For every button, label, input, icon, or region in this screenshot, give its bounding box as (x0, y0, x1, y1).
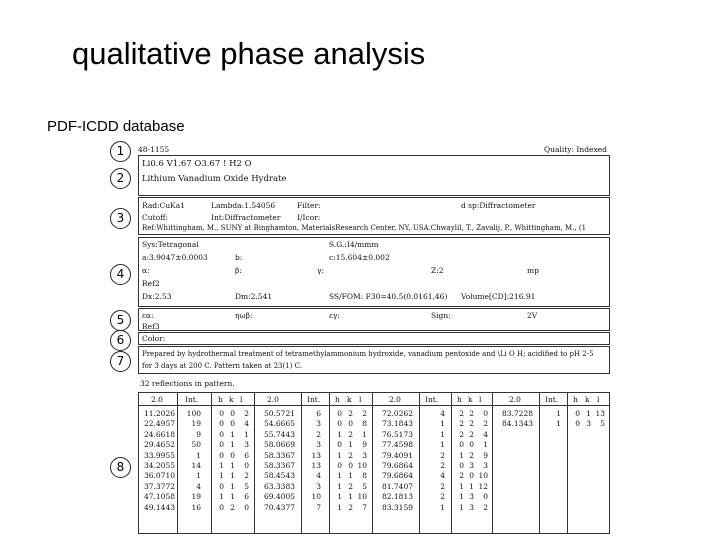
card-z: Z:2 (431, 266, 444, 275)
cell-k: 0 (230, 409, 235, 418)
card-ref: Ref:Whittingham, M., SUNY at Binghamton, MaterialsResearch Center, NY, USA.Chwaylil, T., Zavalij, P., Whittingham, M., (1 (142, 224, 587, 232)
cell-l: 2 (483, 502, 488, 512)
cell-h: 1 (337, 492, 342, 502)
col-header-h: h (457, 395, 462, 404)
card-int: Int:Diffractometer (211, 213, 281, 222)
cell-l: 3 (244, 440, 249, 450)
cell-2theta: 83.7228 (501, 409, 533, 418)
card-2v: 2V (527, 311, 538, 320)
card-ey: εγ: (329, 311, 340, 320)
cell-l: 2 (362, 409, 367, 418)
cell-2theta: 29.4652 (143, 440, 175, 450)
slide-title: qualitative phase analysis (72, 36, 426, 71)
cell-l: 3 (483, 461, 488, 471)
col-h (216, 409, 224, 513)
col-header-int: Int. (185, 395, 199, 404)
cell-l: 2 (483, 419, 488, 429)
col-header-l: l (597, 395, 600, 404)
cell-k: 0 (469, 440, 474, 450)
card-volume: Volume[CD]:216.91 (461, 292, 536, 301)
cell-int: 3 (316, 440, 321, 450)
col-header-l: l (359, 395, 362, 404)
cell-h: 0 (219, 419, 224, 429)
formula-box (138, 155, 610, 196)
cell-h: 0 (337, 440, 342, 450)
col-int (423, 409, 445, 513)
cell-int: 1 (440, 440, 445, 450)
cell-k: 0 (348, 419, 353, 429)
col-header-2theta: 2.0 (509, 395, 521, 404)
cell-h: 1 (337, 502, 342, 512)
col-divider (419, 393, 420, 533)
slide-subtitle: PDF-ICDD database (47, 118, 185, 135)
cell-l: 13 (595, 409, 605, 418)
cell-int: 6 (316, 409, 321, 418)
reflections-count: 32 reflections in pattern. (140, 379, 235, 388)
col-header-2theta: 2.0 (151, 395, 163, 404)
cell-int: 14 (191, 461, 201, 471)
cell-int: 4 (440, 409, 445, 418)
cell-k: 3 (586, 419, 591, 429)
col-divider (211, 393, 212, 533)
card-ref3: Ref3 (142, 322, 160, 331)
col-header-k: k (585, 395, 590, 404)
cell-k: 1 (230, 429, 235, 439)
cell-k: 0 (230, 419, 235, 429)
col-k (583, 409, 591, 430)
col-h (456, 409, 464, 513)
card-ss: SS/FOM: F30=40.5(0.0161,46) (329, 292, 448, 301)
cell-k: 1 (230, 440, 235, 450)
col-header-k: k (468, 395, 473, 404)
cell-int: 7 (316, 502, 321, 512)
cell-int: 1 (196, 450, 201, 460)
cell-h: 0 (575, 409, 580, 418)
cell-k: 2 (348, 502, 353, 512)
card-mp: mp (527, 266, 539, 275)
card-quality: Quality: Indexed (544, 145, 607, 154)
col-l (355, 409, 367, 513)
cell-h: 2 (459, 409, 464, 418)
cell-2theta: 81.7407 (381, 481, 413, 491)
card-beta: β: (235, 266, 242, 275)
col-header-l: l (240, 395, 243, 404)
cell-int: 10 (311, 492, 321, 502)
cell-int: 2 (316, 429, 321, 439)
card-formula: Li0.6 V1.67 O3.67 ! H2 O (142, 159, 252, 169)
optical-box (138, 308, 610, 331)
cell-k: 3 (469, 492, 474, 502)
cell-l: 3 (362, 450, 367, 460)
cell-int: 16 (191, 502, 201, 512)
cell-h: 0 (219, 481, 224, 491)
col-header-2theta: 2.0 (389, 395, 401, 404)
col-header-l: l (479, 395, 482, 404)
cell-l: 0 (483, 492, 488, 502)
cell-2theta: 58.3367 (263, 450, 295, 460)
card-ref2: Ref2 (142, 279, 160, 288)
cell-int: 1 (440, 502, 445, 512)
cell-int: 3 (316, 419, 321, 429)
cell-2theta: 24.6618 (143, 429, 175, 439)
card-c: c:15.604±0.002 (329, 253, 390, 262)
cell-h: 1 (337, 471, 342, 481)
cell-int: 1 (556, 409, 561, 418)
marker-1: 1 (110, 141, 131, 162)
cell-k: 2 (348, 409, 353, 418)
cell-k: 1 (230, 492, 235, 502)
cell-2theta: 79.6864 (381, 461, 413, 471)
cell-int: 1 (440, 429, 445, 439)
cell-l: 8 (362, 419, 367, 429)
cell-h: 1 (459, 450, 464, 460)
cell-h: 1 (459, 481, 464, 491)
cell-h: 2 (459, 471, 464, 481)
card-color: Color: (142, 334, 166, 343)
cell-2theta: 58.4543 (263, 471, 295, 481)
cell-l: 7 (362, 502, 367, 512)
col-divider (329, 393, 330, 533)
cell-int: 19 (191, 492, 201, 502)
cell-int: 13 (311, 461, 321, 471)
col-header-int: Int. (425, 395, 439, 404)
cell-2theta: 58.0669 (263, 440, 295, 450)
crystal-box (138, 237, 610, 307)
col-header-int: Int. (307, 395, 321, 404)
cell-l: 9 (483, 450, 488, 460)
cell-h: 0 (219, 429, 224, 439)
cell-int: 4 (316, 471, 321, 481)
cell-k: 2 (230, 502, 235, 512)
preparation-box (138, 346, 610, 374)
cell-h: 1 (219, 492, 224, 502)
col-divider (451, 393, 452, 533)
cell-k: 2 (469, 409, 474, 418)
cell-l: 10 (357, 492, 367, 502)
cell-k: 0 (230, 450, 235, 460)
cell-2theta: 58.3367 (263, 461, 295, 471)
col-header-h: h (218, 395, 223, 404)
cell-l: 1 (362, 429, 367, 439)
card-name: Lithium Vanadium Oxide Hydrate (142, 174, 287, 184)
cell-2theta: 73.1843 (381, 419, 413, 429)
marker-2: 2 (110, 168, 131, 189)
cell-int: 2 (440, 481, 445, 491)
card-id: 48-1155 (138, 145, 170, 154)
col-int (303, 409, 321, 513)
cell-l: 10 (357, 461, 367, 471)
col-h (334, 409, 342, 513)
cell-2theta: 22.4957 (143, 419, 175, 429)
card-a: a:3.9047±0.0003 (142, 253, 208, 262)
cell-l: 12 (478, 481, 488, 491)
cell-h: 1 (459, 492, 464, 502)
cell-int: 2 (440, 450, 445, 460)
card-lambda: Lambda:1.54056 (211, 201, 276, 210)
col-header-k: k (229, 395, 234, 404)
cell-l: 9 (362, 440, 367, 450)
cell-int: 1 (556, 419, 561, 429)
card-nwb: ηωβ: (235, 311, 253, 320)
card-sg: S.G.:I4/mmm (329, 240, 379, 249)
cell-2theta: 50.5721 (263, 409, 295, 418)
cell-k: 2 (348, 450, 353, 460)
col-2theta (139, 409, 175, 513)
cell-k: 2 (469, 429, 474, 439)
col-int (543, 409, 561, 430)
cell-int: 4 (440, 471, 445, 481)
cell-l: 1 (244, 429, 249, 439)
card-icor: I/Icor: (297, 213, 321, 222)
cell-h: 1 (219, 471, 224, 481)
card-alpha: α: (142, 266, 150, 275)
table-group-3 (373, 393, 493, 533)
cell-2theta: 47.1058 (143, 492, 175, 502)
col-header-2theta: 2.0 (267, 395, 279, 404)
cell-k: 0 (469, 471, 474, 481)
cell-2theta: 79.6864 (381, 471, 413, 481)
col-divider (539, 393, 540, 533)
cell-l: 8 (362, 471, 367, 481)
cell-int: 2 (440, 461, 445, 471)
cell-2theta: 55.7443 (263, 429, 295, 439)
marker-3: 3 (110, 208, 131, 229)
col-2theta (255, 409, 295, 513)
cell-k: 2 (348, 481, 353, 491)
cell-k: 2 (348, 429, 353, 439)
cell-l: 4 (244, 419, 249, 429)
cell-k: 1 (469, 481, 474, 491)
cell-k: 2 (469, 450, 474, 460)
cell-2theta: 69.4005 (263, 492, 295, 502)
cell-2theta: 77.4598 (381, 440, 413, 450)
col-k (345, 409, 353, 513)
cell-l: 6 (244, 450, 249, 460)
col-2theta (373, 409, 413, 513)
table-group-2 (255, 393, 373, 533)
cell-k: 1 (348, 471, 353, 481)
col-header-k: k (347, 395, 352, 404)
cell-l: 6 (244, 492, 249, 502)
cell-2theta: 34.2055 (143, 461, 175, 471)
cell-h: 0 (219, 450, 224, 460)
cell-int: 1 (440, 419, 445, 429)
pdf-card (138, 141, 610, 534)
cell-h: 0 (337, 409, 342, 418)
cell-2theta: 63.3383 (263, 481, 295, 491)
cell-l: 0 (244, 461, 249, 471)
cell-2theta: 37.3772 (143, 481, 175, 491)
card-ea: εα: (142, 311, 154, 320)
cell-l: 5 (244, 481, 249, 491)
card-filter: Filter: (297, 201, 321, 210)
cell-2theta: 79.4091 (381, 450, 413, 460)
cell-int: 13 (311, 450, 321, 460)
marker-5: 5 (110, 310, 131, 331)
cell-h: 0 (219, 440, 224, 450)
cell-int: 2 (440, 492, 445, 502)
cell-k: 1 (586, 409, 591, 418)
cell-int: 19 (191, 419, 201, 429)
cell-h: 0 (219, 502, 224, 512)
col-l (475, 409, 488, 513)
cell-2theta: 54.6665 (263, 419, 295, 429)
marker-4: 4 (110, 264, 131, 285)
cell-k: 3 (469, 502, 474, 512)
table-group-4 (493, 393, 609, 533)
cell-l: 2 (244, 471, 249, 481)
cell-h: 2 (459, 419, 464, 429)
cell-k: 1 (348, 440, 353, 450)
col-k (227, 409, 235, 513)
card-dx: Dx:2.53 (142, 292, 172, 301)
cell-h: 1 (459, 502, 464, 512)
col-2theta (493, 409, 533, 430)
color-box (138, 332, 610, 345)
cell-h: 1 (219, 461, 224, 471)
cell-2theta: 76.5173 (381, 429, 413, 439)
radiation-box (138, 197, 610, 235)
cell-h: 1 (337, 481, 342, 491)
card-prep-line2: for 3 days at 200 C. Pattern taken at 23(1) C. (142, 362, 302, 370)
cell-int: 3 (316, 481, 321, 491)
col-header-int: Int. (545, 395, 559, 404)
cell-l: 2 (244, 409, 249, 418)
cell-k: 3 (469, 461, 474, 471)
col-int (179, 409, 201, 513)
card-sys: Sys:Tetragonal (142, 240, 199, 249)
cell-l: 0 (483, 409, 488, 418)
card-rad: Rad:CuKa1 (142, 201, 186, 210)
cell-k: 1 (230, 471, 235, 481)
col-divider (301, 393, 302, 533)
cell-l: 1 (483, 440, 488, 450)
cell-int: 9 (196, 429, 201, 439)
cell-2theta: 11.2026 (143, 409, 175, 418)
cell-int: 100 (186, 409, 201, 418)
card-cutoff: Cutoff: (142, 213, 168, 222)
marker-6: 6 (110, 330, 131, 351)
cell-k: 2 (469, 419, 474, 429)
col-header-h: h (573, 395, 578, 404)
cell-l: 10 (478, 471, 488, 481)
table-group-1 (139, 393, 255, 533)
card-sign: Sign: (431, 311, 451, 320)
cell-2theta: 84.1343 (501, 419, 533, 429)
col-divider (567, 393, 568, 533)
col-h (572, 409, 580, 430)
cell-2theta: 83.3159 (381, 502, 413, 512)
col-header-h: h (335, 395, 340, 404)
col-k (466, 409, 474, 513)
cell-h: 0 (459, 440, 464, 450)
col-l (237, 409, 249, 513)
cell-k: 1 (348, 492, 353, 502)
cell-2theta: 70.4377 (263, 502, 295, 512)
col-divider (177, 393, 178, 533)
cell-h: 0 (337, 419, 342, 429)
cell-2theta: 33.9955 (143, 450, 175, 460)
marker-8: 8 (110, 457, 131, 478)
col-l (593, 409, 605, 430)
cell-h: 2 (459, 429, 464, 439)
cell-h: 1 (337, 429, 342, 439)
cell-l: 0 (244, 502, 249, 512)
cell-k: 0 (348, 461, 353, 471)
card-b: b: (235, 253, 243, 262)
reflection-table (138, 392, 610, 534)
card-dsp: d sp:Diffractometer (461, 201, 536, 210)
cell-k: 1 (230, 481, 235, 491)
card-gamma: γ: (317, 266, 325, 275)
cell-int: 4 (196, 481, 201, 491)
cell-2theta: 72.0262 (381, 409, 413, 418)
card-dm: Dm:2.541 (235, 292, 273, 301)
marker-7: 7 (110, 351, 131, 372)
cell-2theta: 82.1813 (381, 492, 413, 502)
cell-2theta: 49.1443 (143, 502, 175, 512)
cell-l: 4 (483, 429, 488, 439)
cell-int: 1 (196, 471, 201, 481)
cell-h: 0 (337, 461, 342, 471)
cell-h: 0 (459, 461, 464, 471)
cell-int: 50 (191, 440, 201, 450)
cell-2theta: 36.0710 (143, 471, 175, 481)
card-prep-line1: Prepared by hydrothermal treatment of tetramethylammonium hydroxide, vanadium pentoxide and \Li O H; acidified to pH 2-5 (142, 350, 594, 358)
cell-l: 5 (600, 419, 605, 429)
cell-h: 0 (575, 419, 580, 429)
cell-h: 0 (219, 409, 224, 418)
cell-k: 1 (230, 461, 235, 471)
cell-h: 1 (337, 450, 342, 460)
cell-l: 5 (362, 481, 367, 491)
